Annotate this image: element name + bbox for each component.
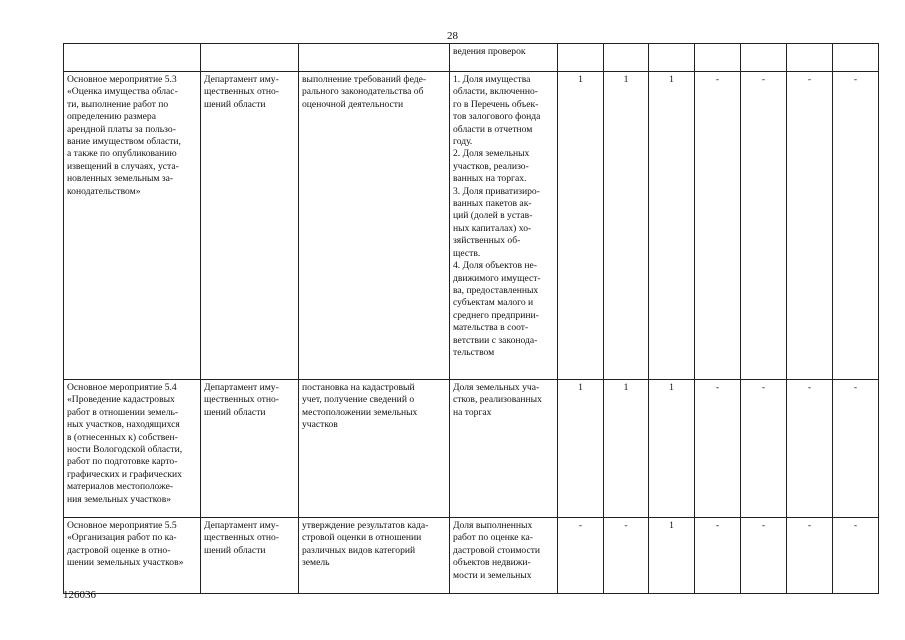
text-line: земель [302,557,330,569]
text-line: шении земельных участков» [67,557,184,569]
text-line: на торгах [453,406,492,418]
result-cell [299,518,450,594]
text-line: стков, реализованных [453,394,542,406]
result-cell [299,44,450,72]
result-cell [299,380,450,518]
value-cell: 1 [558,380,604,518]
value-cell: 1 [558,72,604,380]
value-cell [649,44,695,72]
indicator-cell [450,44,558,72]
text-line: движимого имущест- [453,272,541,284]
event-cell [64,72,201,380]
text-line: вание имуществом области, [67,136,181,148]
text-line: стровой оценки в отношении [302,532,422,544]
text-line: зяйственных об- [453,235,521,247]
text-line: ванных на торгах. [453,173,527,185]
text-line: работ по оценке ка- [453,532,533,544]
text-line: графических и графических [67,468,182,480]
text-line: щественных отно- [204,532,279,544]
indicator-cell [450,72,558,380]
text-line: работ в отношении земель- [67,406,179,418]
text-line: а также по опубликованию [67,148,177,160]
text-line: Доля земельных уча- [453,382,540,393]
value-cell: 1 [649,518,695,594]
text-line: ванных пакетов ак- [453,198,532,210]
text-line: оценочной деятельности [302,98,404,110]
table-row [64,72,879,380]
value-cell: 1 [604,72,649,380]
text-line: объектов недвижи- [453,557,531,569]
text-line: субъектам малого и [453,297,534,309]
text-line: щественных отно- [204,394,279,406]
value-cell: - [695,380,741,518]
text-line: 2. Доля земельных [453,148,530,160]
value-cell: - [741,380,787,518]
value-cell [833,44,879,72]
page-number: 28 [447,30,458,42]
text-line: ти, выполнение работ по [67,98,169,110]
text-line: ведения проверок [453,46,526,57]
text-line: тов залогового фонда [453,111,541,123]
text-line: различных видов категорий [302,544,416,556]
executor-cell [201,380,299,518]
text-line: 4. Доля объектов не- [453,260,537,272]
value-cell: - [695,72,741,380]
value-cell: - [558,518,604,594]
text-line: Основное мероприятие 5.5 [67,520,177,531]
value-cell: - [695,518,741,594]
table-row-continued [64,44,879,72]
text-line: 3. Доля приватизиро- [453,185,540,197]
program-events-table [63,43,879,594]
text-line: ных капиталах) хо- [453,222,532,234]
executor-cell [201,72,299,380]
text-line: шений области [204,98,266,110]
value-cell: 1 [604,380,649,518]
text-line: тельством [453,346,495,358]
text-line: дастровой стоимости [453,544,541,556]
event-cell [64,518,201,594]
value-cell: - [833,518,879,594]
text-line: ности Вологодской области, [67,444,183,456]
text-line: участков, реализо- [453,160,529,172]
value-cell: - [604,518,649,594]
text-line: «Организация работ по ка- [67,532,177,544]
value-cell [741,44,787,72]
text-line: Департамент иму- [204,520,279,531]
text-line: ветствии с законода- [453,334,538,346]
text-line: «Проведение кадастровых [67,394,175,406]
event-cell [64,44,201,72]
text-line: учет, получение сведений о [302,394,415,406]
text-line: материалов местоположе- [67,481,174,493]
text-line: области в отчетном [453,123,533,135]
text-line: в (отнесенных к) собствен- [67,431,178,443]
value-cell [604,44,649,72]
value-cell: - [787,72,833,380]
table-row [64,518,879,594]
indicator-cell [450,518,558,594]
result-cell [299,72,450,380]
text-line: извещений в случаях, уста- [67,160,179,172]
value-cell: - [741,518,787,594]
text-line: местоположении земельных [302,406,418,418]
text-line: Департамент иму- [204,74,279,85]
text-line: шений области [204,406,266,418]
indicator-cell [450,380,558,518]
text-line: среднего предприни- [453,309,539,321]
text-line: го в Перечень объек- [453,98,539,110]
text-line: Основное мероприятие 5.4 [67,382,177,393]
text-line: новленных земельным за- [67,173,174,185]
text-line: постановка на кадастровый [302,382,415,393]
value-cell [695,44,741,72]
text-line: шений области [204,544,266,556]
text-line: рального законодательства об [302,86,424,98]
text-line: мательства в соот- [453,322,529,334]
value-cell: - [787,518,833,594]
text-line: Доля выполненных [453,520,533,531]
text-line: щественных отно- [204,86,279,98]
text-line: ществ. [453,247,481,259]
event-cell [64,380,201,518]
value-cell [558,44,604,72]
text-line: дастровой оценке в отно- [67,544,171,556]
value-cell: 1 [649,380,695,518]
text-line: мости и земельных [453,569,532,581]
text-line: утверждение результатов када- [302,520,429,531]
text-line: Основное мероприятие 5.3 [67,74,177,85]
text-line: «Оценка имущества облас- [67,86,178,98]
value-cell: - [833,72,879,380]
text-line: ных участков, находящихся [67,419,180,431]
text-line: конодательством» [67,185,141,197]
text-line: определению размера [67,111,156,123]
text-line: Департамент иму- [204,382,279,393]
text-line: арендной платы за пользо- [67,123,176,135]
executor-cell [201,518,299,594]
text-line: 1. Доля имущества [453,74,531,85]
text-line: ва, предоставленных [453,284,539,296]
executor-cell [201,44,299,72]
table-body [64,44,879,594]
text-line: участков [302,419,338,431]
text-line: работ по подготовке карто- [67,456,178,468]
text-line: году. [453,136,473,148]
text-line: ций (долей в устав- [453,210,533,222]
value-cell: - [833,380,879,518]
table-row [64,380,879,518]
text-line: области, включенно- [453,86,538,98]
value-cell: 1 [649,72,695,380]
value-cell [787,44,833,72]
text-line: выполнение требований феде- [302,74,427,85]
text-line: ния земельных участков» [67,493,172,505]
document-code: 126036 [63,589,96,601]
value-cell: - [787,380,833,518]
value-cell: - [741,72,787,380]
